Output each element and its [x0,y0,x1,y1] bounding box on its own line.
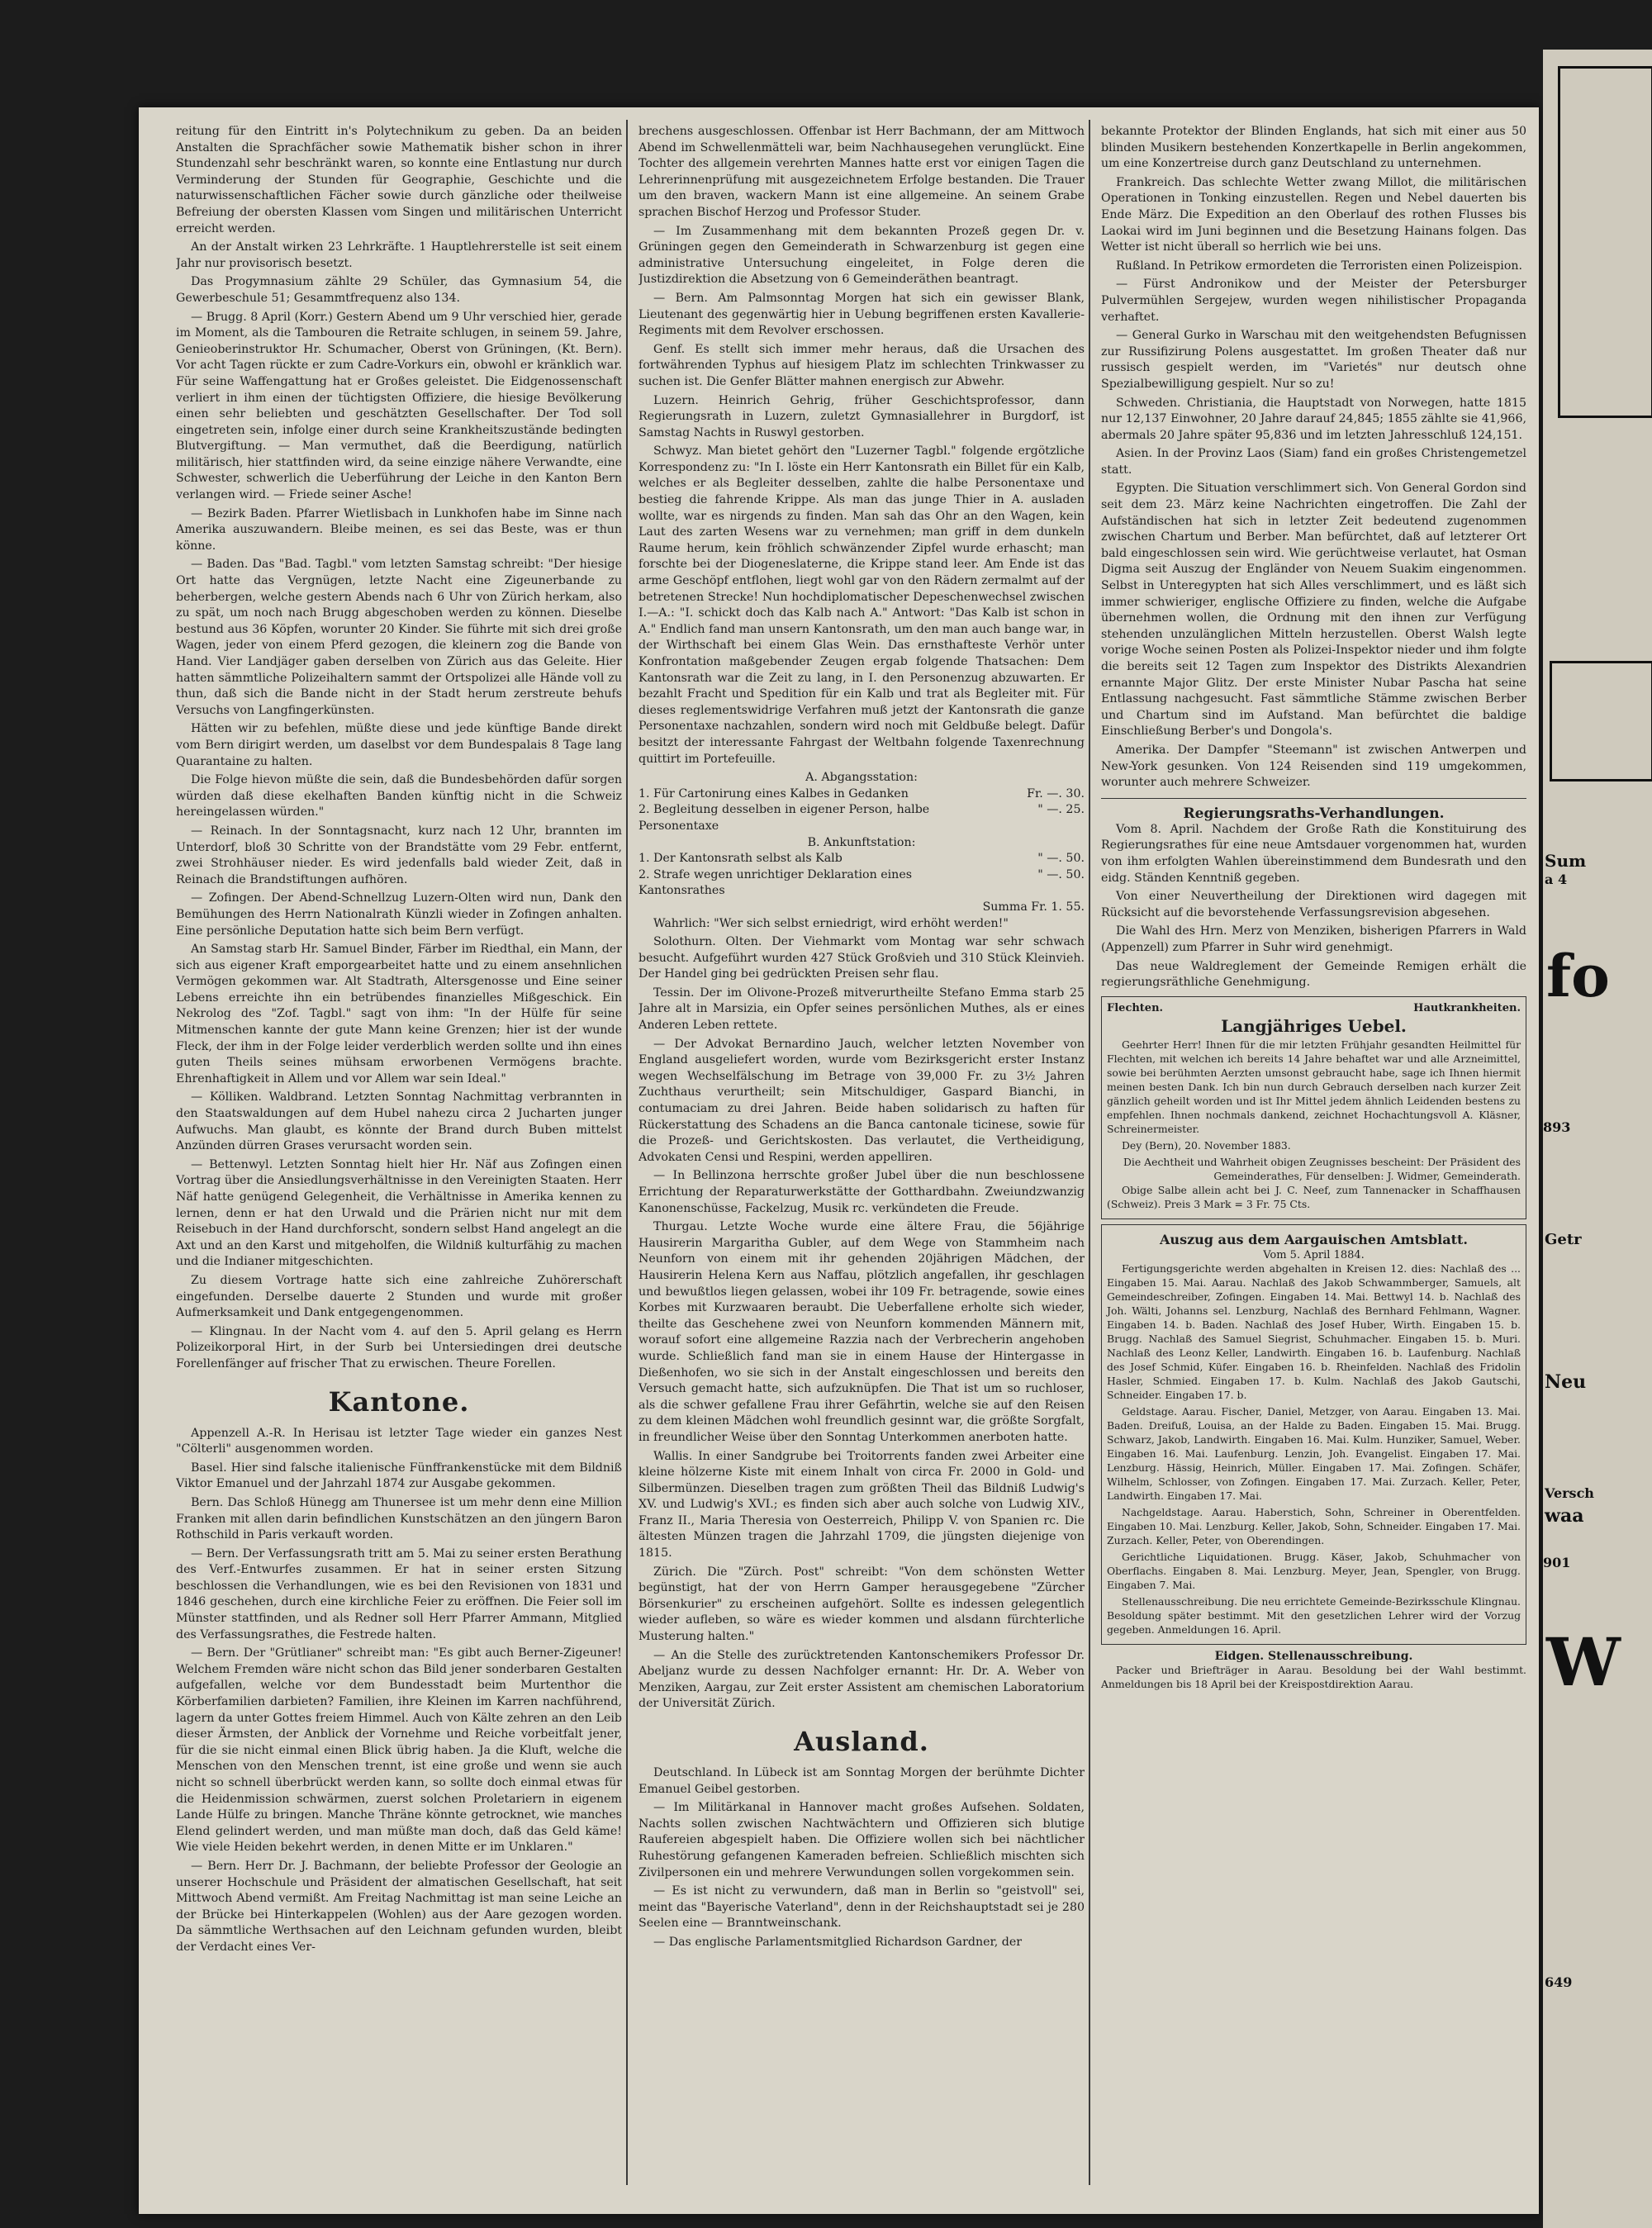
fare-table-title: A. Abgangsstation: [805,771,918,785]
paragraph: Wahrlich: "Wer sich selbst erniedrigt, wird erhöht werden!" [653,916,1009,930]
eidg-stellen-text: Packer und Briefträger in Aarau. Besoldung bei der Wahl bestimmt. Anmeldungen bis 18 April bei der Kreispostdirektion Aarau. [1101,1663,1526,1690]
fare-row: B. Ankunftstation: [807,835,916,849]
strip-text: fo [1546,942,1610,1010]
section-heading-ausland: Ausland. [794,1726,929,1757]
paragraph: — In Bellinzona herrschte großer Jubel über die nun beschlossene Errichtung der Reparaturwerkstätte der Gotthardbahn. Zweiundzwanzig Kanonenschüsse, Fackelzug, Musik rc. verkündeten die Freude. [638,1169,1085,1215]
paragraph: — Fürst Andronikow und der Meister der Petersburger Pulvermühlen Sergejew, wurden wegen nihilistischer Propaganda verhaftet. [1101,278,1526,324]
strip-text: a 4 [1545,872,1568,887]
paragraph: Schwyz. Man bietet gehört den "Luzerner Tagbl." folgende ergötzliche Korrespondenz zu: "In I. löste ein Herr Kantonsrath ein Billet für ein Kalb, welches er als Begleiter desselben, zahlte die halbe Personentaxe und bestieg die fahrende Krippe. Als man das junge Thier in A. ausladen wollte, war es nirgends zu finden. Man sah das Ohr an den Wagen, kein Laut des zarten Wesens war zu vernehmen; man griff in dem dunkeln Raume herum, kein fröhlich schwänzender Zipfel wurde erhascht; man forschte bei der Diogeneslaterne, die Krippe stand leer. Am Ende ist das arme Geschöpf entflohen, liegt wohl gar von den Rädern zermalmt auf der betretenen Strecke! Nun hochdiplomatischer Depeschenwechsel zwischen I.—A.: "I. schickt doch das Kalb nach A." Antwort: "Das Kalb ist schon in A." Endlich fand man unsern Kantonsrath, um den man auch bange war, in der Wirthschaft bei einem Glas Wein. Das ernsthafteste Verhör unter Konfrontation maßgebender Zeugen ergab folgende Thatsachen: Dem Kantonsrath war die Zeit zu lang, in I. den Personenzug abzuwarten. Er bezahlt Fracht und Spedition für ein Kalb und trat als Begleiter mit. Für dieses reglementswidrige Verfahren muß jetzt der Kantonsrath die ganze Personentaxe nachzahlen, sondern wird noch mit Geldbuße belegt. Dafür besitzt der interessante Fahrgast der Weltbahn folgende Taxenrechnung quittirt im Portefeuille. [638,444,1085,766]
fare-label: 2. Strafe wegen unrichtiger Deklaration eines Kantonsrathes [638,867,912,898]
ad-header [1107,1002,1521,1014]
strip-text: waa [1545,1505,1584,1527]
fare-value: " —. 25. [1037,803,1085,817]
paragraph: Schweden. Christiania, die Hauptstadt von Norwegen, hatte 1815 nur 12,137 Einwohner, 20 Jahre darauf 24,845; 1855 zählte sie 41,966, abermals 20 Jahre später 95,836 und im letzten Jahresschluß 124,151. [1101,396,1526,442]
paragraph: An Samstag starb Hr. Samuel Binder, Färber im Riedthal, ein Mann, der sich aus eigener Kraft emporgearbeitet hatte und zu einem ansehnlichen Vermögen gekommen war. Alt Stadtrath, Altersgenosse und Eine seiner Lebens erreichte ihn ein betrübendes finanzielles Mißgeschick. Ein Nekrolog des "Zof. Tagbl." sagt von ihm: "In der Hülfe für seine Mitmenschen kannte der gute Mann keine Grenzen; hier ist der wunde Fleck, der ihm in der Folge leider verderblich werden sollte und ihn eines guten Theils seines mühsam erworbenen Vermögens brachte. Ehrenhaftigkeit in Allem und vor Allem war sein Ideal." [176,943,622,1085]
ad-text: Geehrter Herr! Ihnen für die mir letzten Frühjahr gesandten Heilmittel für Flechten, mit welchen ich bereits 14 Jahre behaftet war und alle Arzneimittel, sowie bei berühmten Aerzten umsonst gebraucht habe, sage ich Ihnen hiermit meinen besten Dank. Ich bin nun durch Gebrauch derselben nach kurzer Zeit gänzlich geheilt worden und ist Ihr Mittel jedem ähnlich Leidenden bestens zu empfehlen. Ihnen nochmals dankend, zeichnet Hochachtungsvoll A. Kläsner, Schreinermeister. [1107,1038,1521,1135]
ad-place: Dey (Bern), 20. November 1883. [1122,1138,1291,1152]
paragraph: Das Progymnasium zählte 29 Schüler, das Gymnasium 54, die Gewerbeschule 51; Gesammtfrequenz also 134. [176,275,622,305]
strip-text: 649 [1545,1974,1573,1990]
fare-label: 1. Für Cartonirung eines Kalbes in Gedanken [638,786,909,800]
paragraph: Solothurn. Olten. Der Viehmarkt vom Montag war sehr schwach besucht. Aufgeführt wurden 427 Stück Großvieh und 310 Stück Kleinvieh. Der Handel ging bei gedrückten Preisen sehr flau. [638,935,1085,981]
paragraph: Das neue Waldreglement der Gemeinde Remigen erhält die regierungsräthliche Genehmigung. [1101,959,1526,990]
column-rule [1089,120,1090,2185]
ad-note: Obige Salbe allein acht bei J. C. Neef, zum Tannenacker in Schaffhausen (Schweiz). Preis 3 Mark = 3 Fr. 75 Cts. [1107,1183,1521,1210]
paragraph: Thurgau. Letzte Woche wurde eine ältere Frau, die 56jährige Hausirerin Margaritha Gubler, auf dem Wege von Stammheim nach Neunforn von einem mit ihr gehenden 20jährigen Mädchen, der Hausirerin Helena Kern aus Naffau, plötzlich angefallen, ihr geschlagen und bewußtlos liegen gelassen, wobei ihr 109 Fr. betragende, sowie eines Korbes mit Kurzwaaren beraubt. Die Ueberfallene erholte sich wieder, theilte das Geschehene zwei von Neunforn kommenden Männern mit, worauf sofort eine allgemeine Razzia nach der Verbrecherin angehoben wurde. Schließlich fand man sie in einem Hause der Hintergasse in Dießenhofen, wo sie sich in der Anstalt eingeschlossen und bereits den Versuch gemacht hatte, sich aufzuknüpfen. Die That ist um so ruchloser, als die schwer gefallene Frau ihrer Gefährtin, welche sie auf den Reisen zu dem kleinen Mädchen wohl freundlich gesinnt war, die größte Sorgfalt, in freundlicher Weise über den Sonntag Unterkommen anerboten hatte. [638,1220,1085,1444]
amtsblatt-title: Auszug aus dem Aargauischen Amtsblatt. [1160,1231,1468,1247]
ad-title: Langjähriges Uebel. [1221,1015,1407,1036]
ad-certificate: Die Aechtheit und Wahrheit obigen Zeugnisses bescheint: Der Präsident des Gemeinderathes, Für denselben: J. Widmer, Gemeinderath. [1123,1155,1521,1182]
fare-row [638,867,1085,900]
paragraph: Hätten wir zu befehlen, müßte diese und jede künftige Bande direkt vom Bern dirigirt werden, um daselbst vor dem Bundespalais 8 Tage lang Quarantaine zu halten. [176,722,622,768]
amtsblatt-liquidationen: Gerichtliche Liquidationen. Brugg. Käser, Jakob, Schuhmacher von Oberflachs. Eingaben 8. Mai. Lenzburg. Meyer, Jean, Spengler, von Brugg. Eingaben 7. Mai. [1107,1550,1521,1591]
strip-frame [1558,66,1652,418]
paragraph: Genf. Es stellt sich immer mehr heraus, daß die Ursachen des fortwährenden Typhus auf hiesigem Platz im schlechten Trinkwasser zu suchen ist. Die Genfer Blätter mahnen energisch zur Abwehr. [638,342,1085,388]
ad-header-left: Flechten. [1107,1001,1164,1014]
fare-label: 1. Der Kantonsrath selbst als Kalb [638,852,843,866]
paragraph: Luzern. Heinrich Gehrig, früher Geschichtsprofessor, dann Regierungsrath in Luzern, zuletzt Gymnasiallehrer in Burgdorf, ist Samstag Nachts in Ruswyl gestorben. [638,393,1085,439]
fare-value: " —. 50. [1037,867,1085,881]
paragraph: Die Folge hievon müßte die sein, daß die Bundesbehörden dafür sorgen würden daß diese ekelhaften Banden künftig nicht in die Schweiz hereingelassen würden." [176,773,622,819]
paragraph: Die Wahl des Hrn. Merz von Menziken, bisherigen Pfarrers in Wald (Appenzell) zum Pfarrer in Suhr wird genehmigt. [1101,924,1526,954]
column-3 [1101,124,1526,1694]
paragraph: — Bettenwyl. Letzten Sonntag hielt hier Hr. Näf aus Zofingen einen Vortrag über die Ansiedlungsverhältnisse in den Vereinigten Staaten. Herr Näf hatte genügend Gelegenheit, die Verhältnisse in Amerika kennen zu lernen, denn er hat den Urwald und die Prärien nicht nur mit dem Reisebuch in der Hand durchforscht, sondern selbst Hand angelegt an die Axt und an den Karst und mitgeholfen, die Wildniß kulturfähig zu machen und die Indianer mitgeschichten. [176,1157,622,1269]
paragraph: — An die Stelle des zurücktretenden Kantonschemikers Professor Dr. Abeljanz wurde zu dessen Nachfolger ernannt: Hr. Dr. A. Weber von Menziken, Aargau, zur Zeit erster Assistent am chemischen Laboratorium der Universität Zürich. [638,1648,1085,1711]
column-rule [626,120,628,2185]
paragraph: Tessin. Der im Olivone-Prozeß mitverurtheilte Stefano Emma starb 25 Jahre alt in Marsizia, ein Opfer seines persönlichen Muthes, als er eines Anderen Leben rettete. [638,986,1085,1033]
paragraph: Egypten. Die Situation verschlimmert sich. Von General Gordon sind seit dem 23. März keine Nachrichten eingetroffen. Die Zahl der Aufständischen hat sich in letzter Zeit bedeutend zugenommen zwischen Chartum und Berber. Man befürchtet, daß auf letzterer Ort bald eingeschlossen sein wird. Wie gerüchtweise verlautet, hat Osman Digma seit Auszug der Engländer von Neuem Suakim eingenommen. Selbst in Unteregypten hat sich Alles verschlimmert, und es läßt sich immer schwieriger, englische Offiziere zu finden, welche die Aufgabe übernehmen wollen, die Ordnung mit den ihnen zur Verfügung stehenden unzulänglichen Mitteln herzustellen. Oberst Walsh legte vorige Woche seinen Posten als Polizei-Inspektor nieder und ihm folgte die bereits seit 12 Tagen zum Inspektor des Distrikts Alexandrien ernannte Major Glitz. Der erste Minister Nubar Pascha hat seine Entlassung nachgesucht. Fast sämmtliche Stämme zwischen Berber und Chartum sind im Aufstand. Man befürchtet die baldige Einschließung Berber's und Dongola's. [1101,482,1526,739]
paragraph: — Baden. Das "Bad. Tagbl." vom letzten Samstag schreibt: "Der hiesige Ort hatte das Vergnügen, letzte Nacht eine Zigeunerbande zu beherbergen, welche gestern Abends nach 6 Uhr von Zürich herkam, also zu spät, um noch nach Brugg abgeschoben werden zu können. Dieselbe bestund aus 36 Köpfen, worunter 20 Kinder. Sie führte mit sich drei große Wagen, jeder von einem Pferd gezogen, die kleinern zog die Bande von Hand. Vier Landjäger gaben derselben von Zürich aus das Geleite. Hier hatten sämmtliche Polizeihaltern sammt der Ortspolizei alle Hände voll zu thun, daß sich die Bande nicht in der Stadt herum zerstreute behufs Versuchs von Langfingerkünsten. [176,558,622,717]
paragraph: — Bern. Der "Grütlianer" schreibt man: "Es gibt auch Berner-Zigeuner! Welchem Fremden wäre nicht schon das Bild jener sonderbaren Gestalten aufgefallen, welche vor dem Bundesstadt beim Murtenthor die Körberfamilien darbieten? Familien, ihre Kleinen im Karren nachführend, lagern da unter Gottes freiem Himmel. Auch von Kälte zehren an den Leib dieser Ärmsten, der Anblick der Vornehme und Reiche vorbeitfalt jener, für die sie nicht einmal einen Blick übrig haben. Ja die Kluft, welche die Menschen von den Menschen trennt, ist eine große und wenn sie auch nicht so schnell überbrückt werden kann, so sollte doch einmal etwas für die Heidenmission schwärmen, zuerst solchen Proletariern in eigenem Lande Hülfe zu bringen. Manche Thräne könnte getrocknet, wie manches Elend gelindert werden, und man müßte man doch, daß das Geld käme! Wie viele Heiden bekehrt werden, in denen Mitte er im Unklaren." [176,1646,622,1855]
paragraph: An der Anstalt wirken 23 Lehrkräfte. 1 Hauptlehrerstelle ist seit einem Jahr nur provisorisch besetzt. [176,240,622,270]
paragraph: brechens ausgeschlossen. Offenbar ist Herr Bachmann, der am Mittwoch Abend im Schwellenmätteli war, beim Nachhausegehen verunglückt. Eine Tochter des allgemein verehrten Mannes hatte erst vor einigen Tagen die Lehrerinnenprüfung mit ausgezeichnetem Erfolge bestanden. Die Trauer um den braven, wackern Mann ist eine allgemeine. An seinem Grabe sprachen Bischof Herzog und Professor Studer. [638,125,1085,219]
paragraph: — Zofingen. Der Abend-Schnellzug Luzern-Olten wird nun, Dank den Bemühungen des Herrn Nationalrath Künzli wieder in Zofingen anhalten. Eine persönliche Deputation hatte sich beim Bern verfügt. [176,891,622,938]
column-2 [638,124,1085,1954]
paragraph: reitung für den Eintritt in's Polytechnikum zu geben. Da an beiden Anstalten die Sprachfächer sowie Mathematik bisher schon in ihrer Stundenzahl sehr beschränkt waren, so konnte eine Entlastung nur durch Verminderung der Stunden für Geographie, Geschichte und die naturwissenschaftlichen Fächer sowie durch gänzliche oder theilweise Befreiung der obersten Klassen vom Singen und militärischen Unterricht erreicht werden. [176,125,622,235]
paragraph: Amerika. Der Dampfer "Steemann" ist zwischen Antwerpen und New-York gesunken. Von 124 Reisenden sind 119 umgekommen, worunter auch mehrere Schweizer. [1101,743,1526,790]
ad-header-right: Hautkrankheiten. [1413,1001,1521,1014]
fare-label: 2. Begleitung desselben in eigener Person, halbe Personentaxe [638,803,930,833]
divider [1101,798,1526,799]
paragraph: — Bern. Am Palmsonntag Morgen hat sich ein gewisser Blank, Lieutenant des gegenwärtig hier in Uebung begriffenen ersten Kavallerie-Regiments mit dem Revolver erschossen. [638,291,1085,338]
fare-value: " —. 50. [1037,852,1085,866]
paragraph: Frankreich. Das schlechte Wetter zwang Millot, die militärischen Operationen in Tonking einzustellen. Regen und Nebel dauerten bis Ende März. Die Expedition an den Oberlauf des rothen Flusses bis Laokai wird im Juni beginnen und die Besetzung Hainans folgen. Das Wetter ist nicht überall so herrlich wie bei uns. [1101,175,1526,254]
amtsblatt-stellen: Stellenausschreibung. Die neu errichtete Gemeinde-Bezirksschule Klingnau. Besoldung später bestimmt. Mit den gesetzlichen Lehrer wird der Vorzug gegeben. Anmeldungen 16. April. [1107,1594,1521,1636]
paragraph: — Bezirk Baden. Pfarrer Wietlisbach in Lunkhofen habe im Sinne nach Amerika auszuwandern. Bleibe meinen, es sei das Beste, was er thun könne. [176,506,622,553]
section-heading-kantone: Kantone. [328,1385,470,1418]
fare-value: Fr. —. 30. [1027,786,1085,800]
paragraph: Bern. Das Schloß Hünegg am Thunersee ist um mehr denn eine Million Franken mit allen darin befindlichen Kunstschätzen an den jüngern Baron Rothschild in Paris verkauft worden. [176,1495,622,1542]
paragraph: Von einer Neuvertheilung der Direktionen wird dagegen mit Rücksicht auf die bevorstehende Verfassungsrevision abgesehen. [1101,890,1526,919]
strip-frame [1550,661,1652,781]
strip-text: Versch [1545,1485,1594,1501]
fare-row [638,851,1085,867]
fare-row [638,786,1085,803]
paragraph: — Der Advokat Bernardino Jauch, welcher letzten November von England ausgeliefert worden, wurde vom Bezirksgericht erster Instanz wegen Wechselfälschung im Betrage von 39,000 Fr. zu 3½ Jahren Zuchthaus verurtheilt; sein Mitschuldiger, Gaspard Bianchi, in contumaciam zu drei Jahren. Beide haben solidarisch zu haften für Rückerstattung des Schadens an die Banca cantonale ticinese, sowie für die Prozeß- und Gerichtskosten. Das verlautet, die Vertheidigung, Advokaten Censi und Respini, werden appelliren. [638,1037,1085,1164]
fare-sum: Summa Fr. 1. 55. [982,900,1085,914]
paragraph: — Kölliken. Waldbrand. Letzten Sonntag Nachmittag verbrannten in den Staatswaldungen auf dem Hubel nahezu circa 2 Jucharten junger Aufwuchs. Man glaubt, es könnte der Brand durch Buben mittelst Anzünden dürren Grases verursacht worden sein. [176,1090,622,1153]
paragraph: Wallis. In einer Sandgrube bei Troitorrents fanden zwei Arbeiter eine kleine hölzerne Kiste mit einem Inhalt von circa Fr. 2000 in Gold- und Silbermünzen. Dieselben tragen zum größten Theil das Bildniß Ludwig's XV. und Ludwig's XVI.; es finden sich aber auch solche von Ludwig XIV., Franz II., Maria Theresia von Oesterreich, Philipp V. von Spanien rc. Die ältesten Münzen tragen die Jahrzahl 1709, die jüngsten diejenige von 1815. [638,1449,1085,1561]
strip-text: 901 [1543,1555,1571,1570]
fare-row [638,802,1085,834]
paragraph: — Bern. Der Verfassungsrath tritt am 5. Mai zu seiner ersten Berathung des Verf.-Entwurfes zusammen. Er hat in seiner ersten Sitzung beschlossen die Verhandlungen, wie es bei den Revisionen von 1831 und 1846 geschehen, durch eine kirchliche Feier zu eröffnen. Die Feier soll im Münster stattfinden, und als Redner soll Herr Pfarrer Ammann, Mitglied des Verfassungsrathes, die Festrede halten. [176,1546,622,1641]
paragraph: — Im Zusammenhang mit dem bekannten Prozeß gegen Dr. v. Grüningen gegen den Gemeinderath in Schwarzenburg ist gegen eine administrative Untersuchung eingeleitet, in Folge deren die Justizdirektion die Absetzung von 6 Gemeinderäthen beantragt. [638,224,1085,287]
fare-table [638,770,1085,915]
strip-text: 893 [1543,1119,1571,1135]
amtsblatt-text: Fertigungsgerichte werden abgehalten in Kreisen 12. dies: Nachlaß des ... Eingaben 15. Mai. Aarau. Nachlaß des Jakob Schwammberger, Samuels, alt Gemeindeschreiber, Zofingen. Eingaben 14. Mai. Bettwyl 14. b. Nachlaß des Joh. Wälti, Johanns sel. Lenzburg, Nachlaß des Bernhard Fehlmann, Wagner. Eingaben 14. b. Baden. Nachlaß des Josef Huber, Wirth. Eingaben 15. b. Brugg. Nachlaß des Samuel Siegrist, Schuhmacher. Eingaben 15. b. Muri. Nachlaß des Leonz Keller, Landwirth. Eingaben 16. b. Laufenburg. Nachlaß des Josef Schmid, Küfer. Eingaben 16. b. Rheinfelden. Nachlaß des Fridolin Hasler, Schmied. Eingaben 17. b. Kulm. Nachlaß des Jakob Gautschi, Schneider. Eingaben 17. b. [1107,1261,1521,1401]
paragraph: Deutschland. In Lübeck ist am Sonntag Morgen der berühmte Dichter Emanuel Geibel gestorben. [638,1766,1085,1796]
paragraph: bekannte Protektor der Blinden Englands, hat sich mit einer aus 50 blinden Musikern bestehenden Konzertkapelle in Berlin angekommen, um eine Konzertreise durch ganz Deutschland zu unternehmen. [1101,125,1526,171]
amtsblatt-nachgeldstage: Nachgeldstage. Aarau. Haberstich, Sohn, Schreiner in Oberentfelden. Eingaben 10. Mai. Lenzburg. Keller, Jakob, Sohn, Schneider. Eingaben 17. Mai. Zurzach. Keller, Peter, von Oberendingen. [1107,1505,1521,1546]
strip-text: W [1546,1623,1621,1701]
column-1 [176,124,622,1959]
paragraph: — Im Militärkanal in Hannover macht großes Aufsehen. Soldaten, Nachts sollen zwischen Nachtwächtern und Offizieren sich blutige Raufereien abgespielt haben. Die Offiziere wollen sich bei nächtlicher Ruhestörung gefangenen Kameraden befreien. Schließlich mischten sich Zivilpersonen ein und mehrere Verwundungen sollen vorgekommen sein. [638,1801,1085,1879]
paragraph: — Reinach. In der Sonntagsnacht, kurz nach 12 Uhr, brannten im Unterdorf, bloß 30 Schritte von der Brandstätte vom 29 Febr. entfernt, zwei Strohhäuser nieder. Es wird jedenfalls bald wieder Zeit, daß in Reinach die Brandstiftungen aufhören. [176,824,622,886]
paragraph: Zürich. Die "Zürch. Post" schreibt: "Von dem schönsten Wetter begünstigt, hat der von Herrn Gamper herausgegebene "Zürcher Börsenkurier" zu erscheinen aufgehört. Sollte es indessen gelegentlich wieder aufleben, so wäre es wieder kommen und alsdann fürchterliche Musterung halten." [638,1565,1085,1644]
paragraph: Zu diesem Vortrage hatte sich eine zahlreiche Zuhörerschaft eingefunden. Derselbe dauerte 2 Stunden und wurde mit großer Aufmerksamkeit und Dank entgegengenommen. [176,1273,622,1320]
paragraph: Appenzell A.-R. In Herisau ist letzter Tage wieder ein ganzes Nest "Cölterli" ausgenommen worden. [176,1426,622,1456]
paragraph: — Klingnau. In der Nacht vom 4. auf den 5. April gelang es Herrn Polizeikorporal Hirt, in der Surb bei Untersiedingen drei deutsche Forellenfänger auf frischer That zu erwischen. Theure Forellen. [176,1324,622,1371]
strip-text: Getr [1545,1231,1582,1248]
paragraph: — General Gurko in Warschau mit den weitgehendsten Befugnissen zur Russifizirung Polens ausgestattet. Im großen Theater daß nur russisch gespielt werden, im "Varietés" nur deutsch ohne Spezialbewilligung gespielt. Nur so zu! [1101,329,1526,391]
section-heading-regierung: Regierungsraths-Verhandlungen. [1183,805,1445,822]
paragraph: — Es ist nicht zu verwundern, daß man in Berlin so "geistvoll" sei, meint das "Bayerische Vaterland", denn in der Reichshauptstadt sei je 280 Seelen eine — Branntweinschank. [638,1884,1085,1931]
amtsblatt-box [1101,1224,1526,1645]
paragraph: — Das englische Parlamentsmitglied Richardson Gardner, der [653,1935,1023,1949]
paragraph: — Brugg. 8 April (Korr.) Gestern Abend um 9 Uhr verschied hier, gerade im Moment, als die Tambouren die Retraite schlugen, in seinem 59. Jahre, Genieoberinstruktor Hr. Schumacher, Oberst von Grüningen, (Kt. Bern). Vor acht Tagen rückte er zum Cadre-Vorkurs ein, obwohl er kränklich war. Für seine Waffengattung hat er Großes geleistet. Die Eidgenossenschaft verliert in ihm einen der tüchtigsten Offiziere, die hiesige Bevölkerung einen sehr beliebten und geschätzten Gesellschafter. Der Tod soll eingetreten sein, infolge einer durch seine Krankheitszustände bedingten Blutvergiftung. — Man vermuthet, daß die Beerdigung, natürlich militärisch, hier stattfinden wird, da seine einzige nähere Verwandte, eine Schwester, schwerlich die Ueberführung der Leiche in den Kanton Bern verlangen wird. — Friede seiner Asche! [176,310,622,502]
eidg-stellen-title: Eidgen. Stellenausschreibung. [1214,1649,1413,1663]
advertisement-box [1101,996,1526,1219]
paragraph: Basel. Hier sind falsche italienische Fünffrankenstücke mit dem Bildniß Viktor Emanuel und der Jahrzahl 1874 zur Ausgabe gekommen. [176,1461,622,1491]
paragraph: Asien. In der Provinz Laos (Siam) fand ein großes Christengemetzel statt. [1101,447,1526,477]
adjacent-page-strip [1543,50,1652,2228]
paragraph: Rußland. In Petrikow ermordeten die Terroristen einen Polizeispion. [1116,259,1523,273]
amtsblatt-date: Vom 5. April 1884. [1263,1248,1365,1261]
amtsblatt-geldstage: Geldstage. Aarau. Fischer, Daniel, Metzger, von Aarau. Eingaben 13. Mai. Baden. Dreifuß, Louisa, an der Halde zu Baden. Eingaben 15. Mai. Brugg. Schwarz, Jakob, Landwirth. Eingaben 16. Mai. Kulm. Hunziker, Samuel, Weber. Eingaben 16. Mai. Laufenburg. Lenzin, Joh. Evangelist. Eingaben 17. Mai. Lenzburg. Hässig, Heinrich, Müller. Eingaben 17. Mai. Zofingen. Schäfer, Wilhelm, Schlosser, von Zofingen. Eingaben 17. Mai. Zurzach. Keller, Peter, Landwirth. Eingaben 17. Mai. [1107,1404,1521,1502]
newspaper-page [139,107,1539,2214]
paragraph: Vom 8. April. Nachdem der Große Rath die Konstituirung des Regierungsrathes für eine neue Amtsdauer vorgenommen hat, wurden von ihm erfolgten Wahlen übereinstimmend dem Bundesrath und den eidg. Ständen Kenntniß gegeben. [1101,822,1526,885]
strip-text: Sum [1545,851,1587,871]
strip-text: Neu [1545,1371,1587,1393]
paragraph: — Bern. Herr Dr. J. Bachmann, der beliebte Professor der Geologie an unserer Hochschule und Präsident der almatischen Gesellschaft, hat seit Mittwoch Abend vermißt. Am Freitag Nachmittag ist man seine Leiche an der Brücke bei Hinterkappelen (Wohlen) aus der Aare gezogen worden. Da sämmtliche Werthsachen auf den Leichnam gefunden wurden, bleibt der Verdacht eines Ver- [176,1859,622,1954]
